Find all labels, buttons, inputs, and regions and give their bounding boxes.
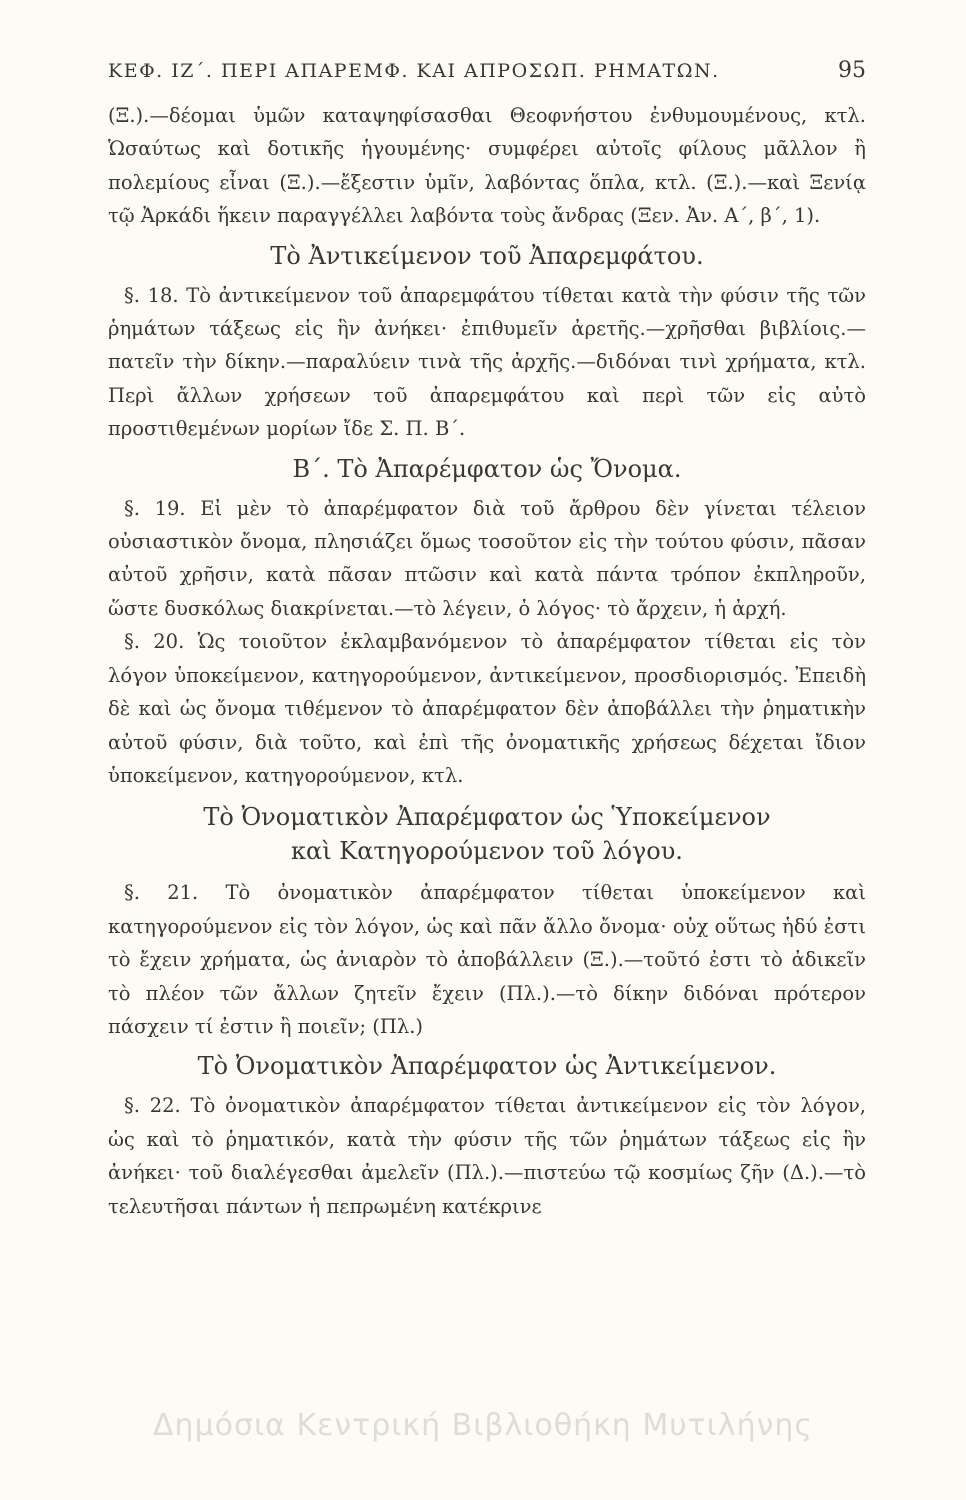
paragraph-21: §. 21. Τὸ ὀνοματικὸν ἀπαρέμφατον τίθεται ὑποκείμενον καὶ κατηγορούμενον εἰς τὸν λόγον, ὡς καὶ πᾶν ἄλλο ὄνομα· οὐχ οὕτως ἡδύ ἐστι τὸ ἔχειν χρήματα, ὡς ἀνιαρὸν τὸ ἀποβάλλειν (Ξ.).—τοῦτό ἐστι τὸ ἀδικεῖν τὸ πλέον τῶν ἄλλων ζητεῖν ἔχειν (Πλ.).—τὸ δίκην διδόναι πρότερον πάσχειν τί ἐστιν ἢ ποιεῖν; (Πλ.)	[108, 881, 866, 1038]
running-title: ΚΕΦ. ΙΖ΄. ΠΕΡΙ ΑΠΑΡΕΜΦ. ΚΑΙ ΑΠΡΟΣΩΠ. ΡΗΜΑΤΩΝ.	[108, 60, 720, 82]
paragraph-19: §. 19. Εἰ μὲν τὸ ἀπαρέμφατον διὰ τοῦ ἄρθρου δὲν γίνεται τέλειον οὐσιαστικὸν ὄνομα, πλησιάζει ὅμως τοσοῦτον εἰς τὴν τούτου φύσιν, πᾶσαν αὐτοῦ χρῆσιν, κατὰ πᾶσαν πτῶσιν καὶ κατὰ πάντα τρόπον ἐκπληροῦν, ὥστε δυσκόλως διακρίνεται.—τὸ λέγειν, ὁ λόγος· τὸ ἄρχειν, ἡ ἀρχή.	[108, 496, 866, 620]
running-head	[108, 58, 866, 83]
opening-paragraph: (Ξ.).—δέομαι ὑμῶν καταψηφίσασθαι Θεοφνήστου ἐνθυμουμένους, κτλ. Ὡσαύτως καὶ δοτικῆς ἡγουμένης· συμφέρει αὐτοῖς φίλους μᾶλλον ἢ πολεμίους εἶναι (Ξ.).—ἔξεστιν ὑμῖν, λαβόντας ὅπλα, κτλ. (Ξ.).—καὶ Ξενίᾳ τῷ Ἀρκάδι ἥκειν παραγγέλλει λαβόντα τοὺς ἄνδρας (Ξεν. Ἀν. Α΄, β΄, 1).	[108, 104, 866, 228]
paragraph-20: §. 20. Ὡς τοιοῦτον ἐκλαμβανόμενον τὸ ἀπαρέμφατον τίθεται εἰς τὸν λόγον ὑποκείμενον, κατηγορούμενον, ἀντικείμενον, προσδιορισμός. Ἐπειδὴ δὲ καὶ ὡς ὄνομα τιθέμενον τὸ ἀπαρέμφατον δὲν ἀποβάλλει τὴν ῥηματικὴν αὐτοῦ φύσιν, διὰ τοῦτο, καὶ ἐπὶ τῆς ὀνοματικῆς χρήσεως δέχεται ἴδιον ὑποκείμενον, κατηγορούμενον, κτλ.	[108, 630, 866, 787]
section-heading-as-object: Τὸ Ὀνοματικὸν Ἀπαρέμφατον ὡς Ἀντικείμενον.	[197, 1052, 777, 1081]
page-number: 95	[838, 58, 866, 83]
section-heading-object: Τὸ Ἀντικείμενον τοῦ Ἀπαρεμφάτου.	[270, 241, 704, 270]
heading-line-2: καὶ Κατηγορούμενον τοῦ λόγου.	[291, 837, 683, 866]
library-watermark: Δημόσια Κεντρική Βιβλιοθήκη Μυτιλήνης	[153, 1408, 813, 1443]
paragraph-22: §. 22. Τὸ ὀνοματικὸν ἀπαρέμφατον τίθεται ἀντικείμενον εἰς τὸν λόγον, ὡς καὶ τὸ ῥηματικόν, κατὰ τὴν φύσιν τῆς τῶν ῥημάτων τάξεως εἰς ἣν ἀνήκει· τοῦ διαλέγεσθαι ἀμελεῖν (Πλ.).—πιστεύω τῷ κοσμίως ζῆν (Δ.).—τὸ τελευτῆσαι πάντων ἡ πεπρωμένη κατέκρινε	[108, 1094, 866, 1218]
heading-line-1: Τὸ Ὀνοματικὸν Ἀπαρέμφατον ὡς Ὑποκείμενον	[203, 803, 771, 832]
paragraph-18: §. 18. Τὸ ἀντικείμενον τοῦ ἀπαρεμφάτου τίθεται κατὰ τὴν φύσιν τῆς τῶν ῥημάτων τάξεως εἰς ἣν ἀνήκει· ἐπιθυμεῖν ἀρετῆς.—χρῆσθαι βιβλίοις.—πατεῖν τὴν δίκην.—παραλύειν τινὰ τῆς ἀρχῆς.—διδόναι τινὶ χρήματα, κτλ. Περὶ ἄλλων χρήσεων τοῦ ἀπαρεμφάτου καὶ περὶ τῶν εἰς αὐτὸ προστιθεμένων μορίων ἴδε Σ. Π. Β΄.	[108, 283, 866, 441]
section-heading-subject-predicate	[108, 800, 866, 868]
section-heading-infinitive-as-noun: Β΄. Τὸ Ἀπαρέμφατον ὡς Ὄνομα.	[292, 454, 682, 483]
